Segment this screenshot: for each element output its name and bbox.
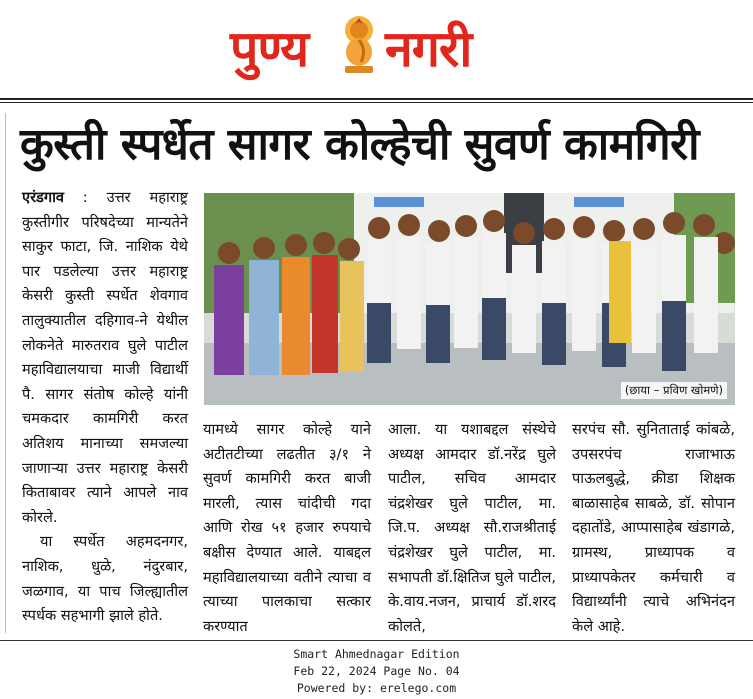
group-photo-illustration — [204, 193, 735, 405]
article-column-2: यामध्ये सागर कोल्हे याने अटीतटीच्या लढतीत ३/१ ने सुवर्ण कामगिरी करत बाजी मारली, त्यास चांदीची गदा आणि रोख ५१ हजार रुपयाचे बक्षीस देण्यात आले. याबद्दल महाविद्यालयाच्या वतीने त्याचा व त्याच्या पालकाचा सत्कार करण्यात — [203, 421, 371, 635]
top-rule-thin — [0, 102, 753, 103]
masthead — [0, 0, 753, 96]
bottom-rule — [0, 640, 753, 641]
paragraph-2: या स्पर्धेत अहमदनगर, नाशिक, धुळे, नंदुरबार, जळगाव, या पाच जिल्ह्यातील स्पर्धक सहभागी झाले होते. — [22, 533, 188, 625]
footer — [0, 646, 753, 697]
news-photo — [204, 193, 735, 405]
photo-credit: (छाया – प्रविण खोमणे) — [621, 382, 727, 399]
footer-edition: Smart Ahmednagar Edition — [293, 647, 460, 661]
article-headline: कुस्ती स्पर्धेत सागर कोल्हेची सुवर्ण कामगिरी — [20, 119, 700, 170]
logo-text-left: पुण्य — [230, 20, 309, 78]
logo-text-right: नगरी — [385, 20, 472, 78]
article-column-1 — [22, 186, 188, 629]
ganesha-emblem-icon — [337, 12, 381, 76]
article-column-3: आला. या यशाबद्दल संस्थेचे अध्यक्ष आमदार डॉ.नरेंद्र घुले पाटील, सचिव आमदार चंद्रशेखर घुले पाटील, मा. जि.प. अध्यक्ष सौ.राजश्रीताई चंद्रशेखर घुले पाटील, मा. सभापती डॉ.क्षितिज घुले पाटील, के.वाय.नजन, प्राचार्य डॉ.शरद कोलते, — [388, 421, 556, 635]
dateline: एरंडगाव — [22, 189, 64, 206]
top-rule — [0, 98, 753, 100]
article-column-4: सरपंच सौ. सुनिताताई कांबळे, उपसरपंच राजाभाऊ पाऊलबुद्धे, क्रीडा शिक्षक बाळासाहेब साबळे, डॉ. सोपान दहातोंडे, आप्पासाहेब खंडागळे, ग्रामस्थ, प्राध्यापक व प्राध्यापकेतर कर्मचारी व विद्यार्थ्यांनी त्याचे अभिनंदन केले आहे. — [572, 421, 735, 635]
footer-date-page: Feb 22, 2024 Page No. 04 — [293, 664, 460, 678]
footer-powered-link[interactable]: Powered by: erelego.com — [296, 681, 457, 695]
paragraph-1: : उत्तर महाराष्ट्र कुस्तीगीर परिषदेच्या मान्यतेने साकुर फाटा, जि. नाशिक येथे पार पडलेल्या उत्तर महाराष्ट्र केसरी कुस्ती स्पर्धेत शेवगाव तालुक्यातील दहिगाव-ने येथील लोकनेते मारुतराव घुले पाटील महाविद्यालयाचा माजी विद्यार्थी पै. सागर संतोष कोल्हे यांनी चमकदार कामगिरी करत अतिशय मानाच्या समजल्या जाणाऱ्या उत्तर महाराष्ट्र केसरी किताबावर त्याने आपले नाव कोरले. — [22, 189, 188, 526]
